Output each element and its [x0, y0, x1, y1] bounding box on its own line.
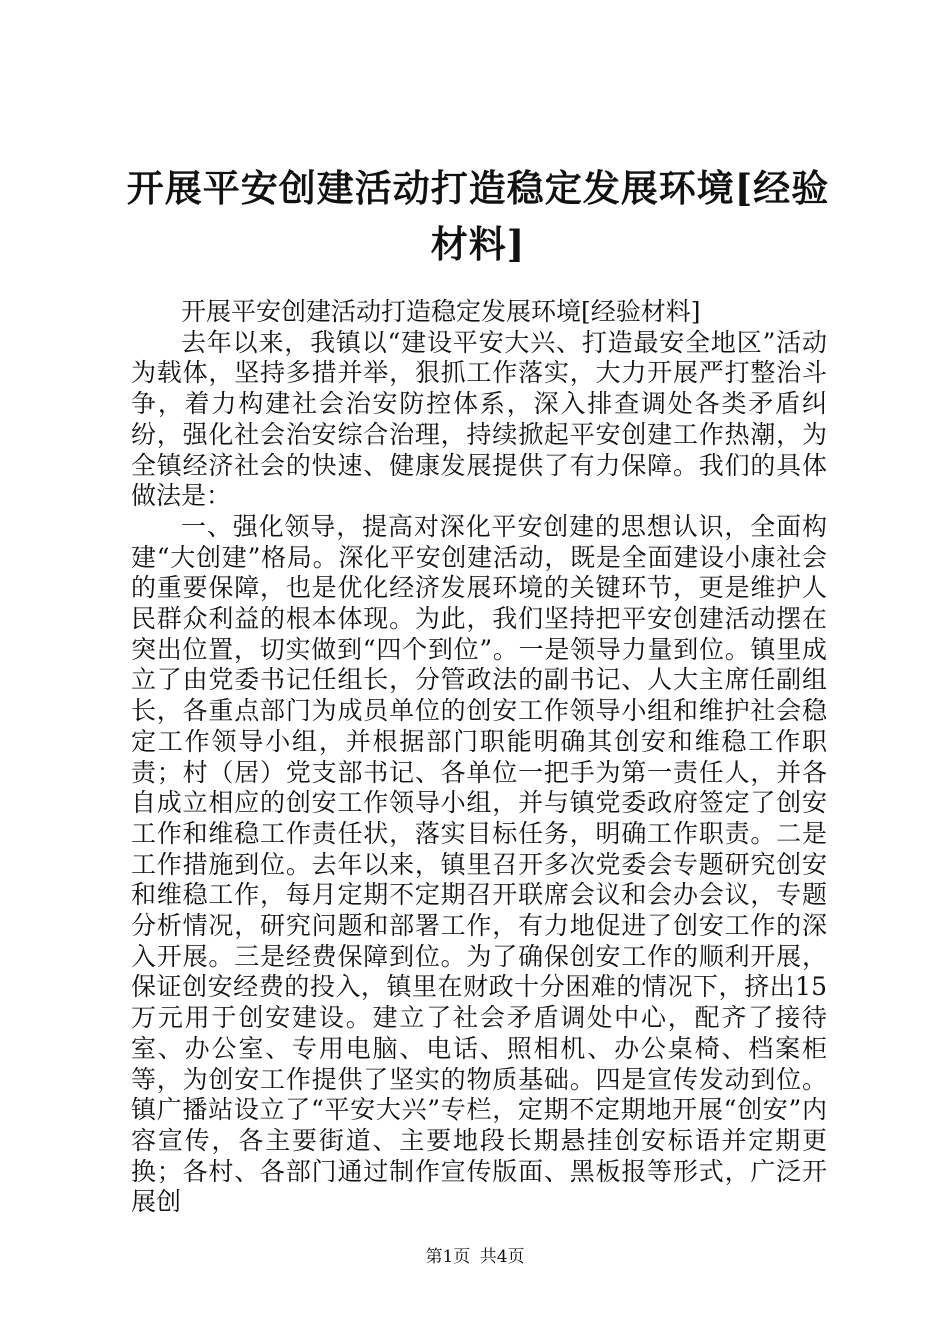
- page-number: 第1页: [425, 1247, 471, 1267]
- paragraph-intro: 去年以来，我镇以“建设平安大兴、打造最安全地区”活动为载体，坚持多措并举，狠抓工作落实，大力开展严打整治斗争，着力构建社会治安防控体系，深入排查调处各类矛盾纠纷，强化社会治安综合治理，持续掀起平安创建工作热潮，为全镇经济社会的快速、健康发展提供了有力保障。我们的具体做法是：: [131, 327, 827, 511]
- document-title: 开展平安创建活动打造稳定发展环境[经验材料]: [126, 166, 830, 266]
- document-body: [131, 297, 827, 1218]
- page-total: 共4页: [479, 1247, 525, 1267]
- paragraph-section-one: 一、强化领导，提高对深化平安创建的思想认识，全面构建“大创建”格局。深化平安创建活动，既是全面建设小康社会的重要保障，也是优化经济发展环境的关键环节，更是维护人民群众利益的根本体现。为此，我们坚持把平安创建活动摆在突出位置，切实做到“四个到位”。一是领导力量到位。镇里成立了由党委书记任组长，分管政法的副书记、人大主席任副组长，各重点部门为成员单位的创安工作领导小组和维护社会稳定工作领导小组，并根据部门职能明确其创安和维稳工作职责；村（居）党支部书记、各单位一把手为第一责任人，并各自成立相应的创安工作领导小组，并与镇党委政府签定了创安工作和维稳工作责任状，落实目标任务，明确工作职责。二是工作措施到位。去年以来，镇里召开多次党委会专题研究创安和维稳工作，每月定期不定期召开联席会议和会办会议，专题分析情况，研究问题和部署工作，有力地促进了创安工作的深入开展。三是经费保障到位。为了确保创安工作的顺利开展，保证创安经费的投入，镇里在财政十分困难的情况下，挤出15万元用于创安建设。建立了社会矛盾调处中心，配齐了接待室、办公室、专用电脑、电话、照相机、办公桌椅、档案柜等，为创安工作提供了坚实的物质基础。四是宣传发动到位。镇广播站设立了“平安大兴”专栏，定期不定期地开展“创安”内容宣传，各主要街道、主要地段长期悬挂创安标语并定期更换；各村、各部门通过制作宣传版面、黑板报等形式，广泛开展创: [131, 511, 827, 1217]
- page-footer: [0, 1242, 950, 1267]
- paragraph-heading-repeat: 开展平安创建活动打造稳定发展环境[经验材料]: [181, 297, 701, 326]
